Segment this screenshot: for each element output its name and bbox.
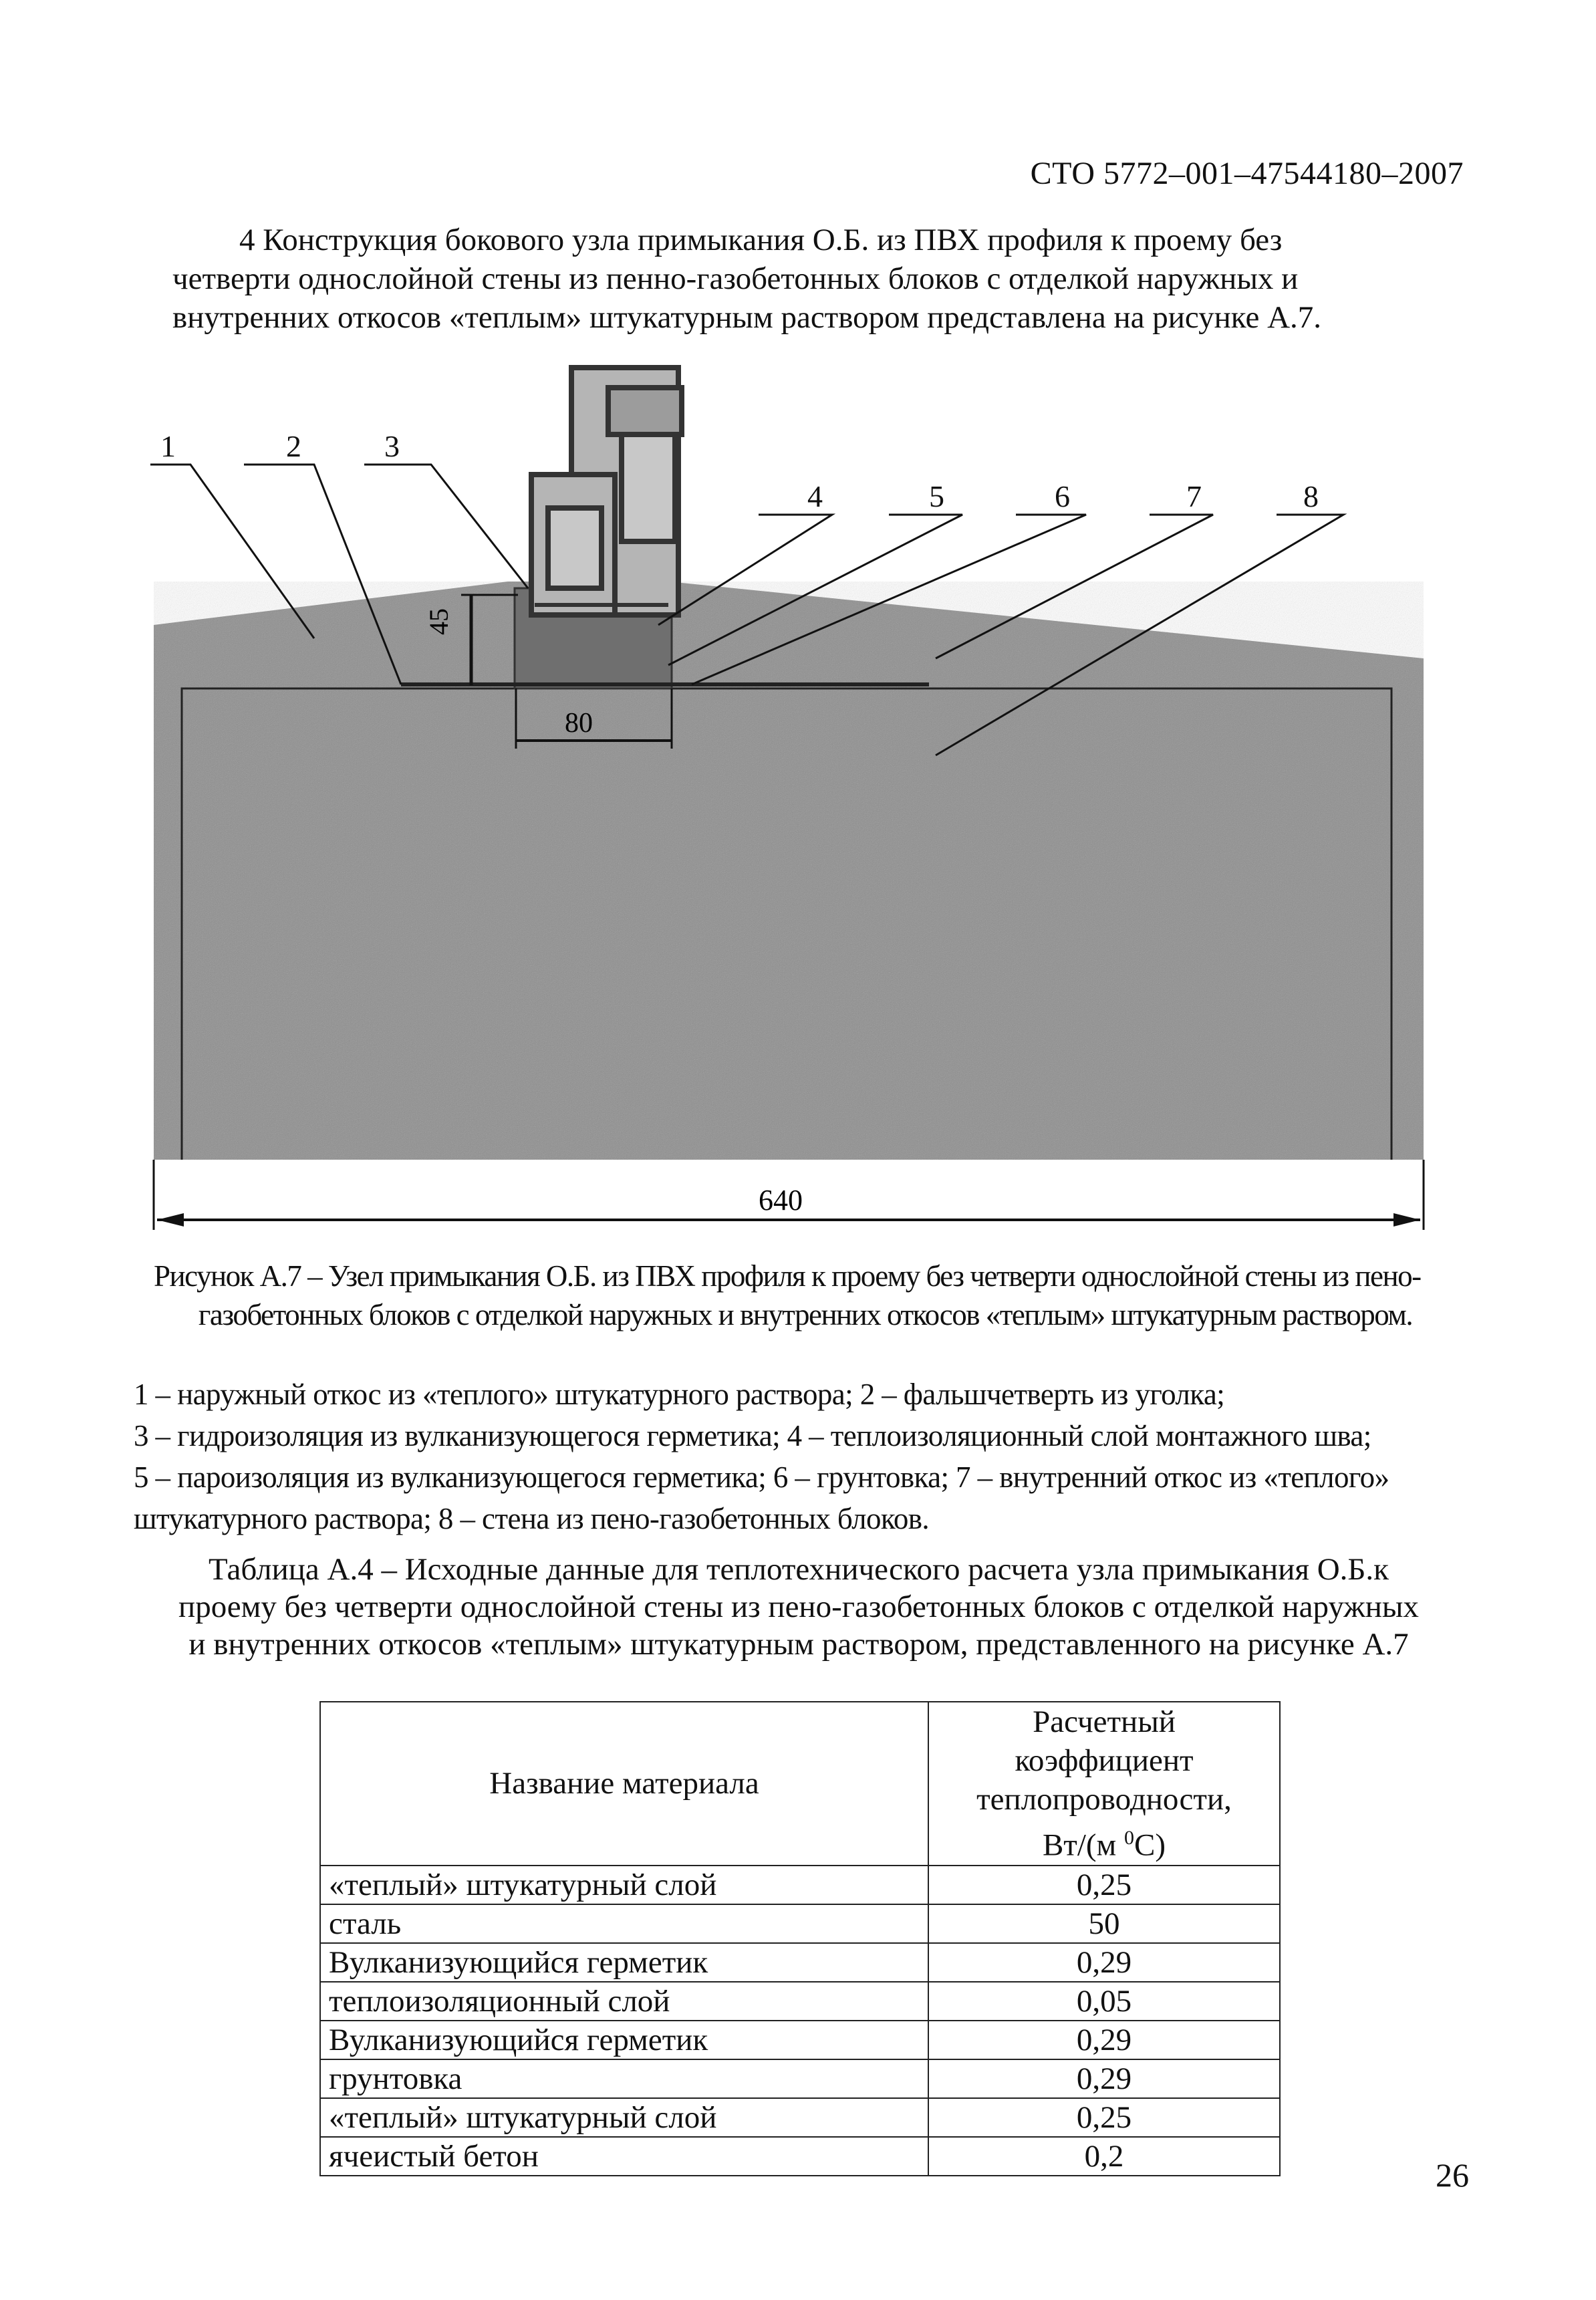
header-conductivity-unit (937, 1819, 1271, 1865)
caption-line: Рисунок А.7 – Узел примыкания О.Б. из ПВХ профиля к проему без четверти однослойной стены из пено- (154, 1259, 1421, 1293)
material-name: «теплый» штукатурный слой (320, 2098, 928, 2137)
dim-640-arrow-right (1393, 1213, 1420, 1227)
table-row (320, 2098, 1280, 2137)
table-row (320, 2059, 1280, 2098)
intro-line: 4 Конструкция бокового узла примыкания О.Б. из ПВХ профиля к проему без (239, 223, 1283, 257)
header-conductivity-line: Расчетный (1033, 1704, 1176, 1739)
document-code: СТО 5772–001–47544180–2007 (1030, 156, 1464, 191)
intro-line: четверти однослойной стены из пенно-газобетонных блоков с отделкой наружных и (172, 261, 1299, 296)
material-name: сталь (320, 1904, 928, 1943)
dim-640-label: 640 (759, 1184, 803, 1217)
table-header-row (320, 1702, 1280, 1866)
table-caption-line: проему без четверти однослойной стены из пено-газобетонных блоков с отделкой наружных (178, 1589, 1419, 1624)
conductivity-value: 0,29 (928, 2059, 1280, 2098)
conductivity-value: 0,25 (928, 2098, 1280, 2137)
table-row (320, 2137, 1280, 2176)
callout-2: 2 (286, 429, 301, 463)
header-conductivity-line: теплопроводности, (976, 1782, 1232, 1817)
callout-6: 6 (1055, 479, 1070, 513)
dim-640-arrow-left (157, 1213, 184, 1227)
table-row (320, 1866, 1280, 1904)
legend-line: штукатурного раствора; 8 – стена из пено-газобетонных блоков. (134, 1502, 930, 1535)
figure-caption (154, 1257, 1457, 1334)
material-name: Вулканизующийся герметик (320, 1943, 928, 1982)
unit-part: Вт/(м (1042, 1827, 1117, 1863)
table-row (320, 1982, 1280, 2021)
pvc-profile (531, 368, 682, 615)
unit-part: С) (1134, 1827, 1166, 1863)
header-conductivity-line: коэффициент (1015, 1743, 1194, 1778)
unit-degree: 0 (1124, 1827, 1135, 1849)
dim-80-label: 80 (565, 708, 593, 739)
wall-grain (154, 582, 1424, 1160)
conductivity-value: 0,05 (928, 1982, 1280, 2021)
callout-7: 7 (1186, 479, 1202, 513)
callout-4: 4 (807, 479, 823, 513)
table-row (320, 2021, 1280, 2059)
callout-8: 8 (1303, 479, 1319, 513)
callout-3: 3 (384, 429, 400, 463)
table-caption (120, 1551, 1477, 1663)
material-name: «теплый» штукатурный слой (320, 1866, 928, 1904)
conductivity-value: 0,2 (928, 2137, 1280, 2176)
conductivity-value: 50 (928, 1904, 1280, 1943)
figure-legend (134, 1374, 1464, 1539)
thermal-properties-table (319, 1701, 1281, 2176)
callout-1: 1 (160, 429, 176, 463)
legend-line: 3 – гидроизоляция из вулканизующегося герметика; 4 – теплоизоляционный слой монтажного шва; (134, 1419, 1371, 1452)
caption-line: газобетонных блоков с отделкой наружных и внутренних откосов «теплым» штукатурным раствором. (198, 1298, 1413, 1331)
table-row (320, 1943, 1280, 1982)
material-name: грунтовка (320, 2059, 928, 2098)
material-name: теплоизоляционный слой (320, 1982, 928, 2021)
legend-line: 1 – наружный откос из «теплого» штукатурного раствора; 2 – фальшчетверть из уголка; (134, 1378, 1225, 1411)
conductivity-value: 0,29 (928, 1943, 1280, 1982)
header-material-name: Название материала (320, 1702, 928, 1866)
page-number: 26 (1436, 2156, 1469, 2194)
material-name: Вулканизующийся герметик (320, 2021, 928, 2059)
callout-5: 5 (929, 479, 944, 513)
dim-45-label: 45 (424, 608, 454, 635)
conductivity-value: 0,25 (928, 1866, 1280, 1904)
intro-paragraph (172, 221, 1462, 337)
conductivity-value: 0,29 (928, 2021, 1280, 2059)
intro-line: внутренних откосов «теплым» штукатурным раствором представлена на рисунке А.7. (172, 300, 1322, 335)
legend-line: 5 – пароизоляция из вулканизующегося герметика; 6 – грунтовка; 7 – внутренний откос из «теплого» (134, 1460, 1389, 1494)
table-caption-line: Таблица А.4 – Исходные данные для теплотехнического расчета узла примыкания О.Б.к (209, 1552, 1389, 1587)
material-name: ячеистый бетон (320, 2137, 928, 2176)
table-row (320, 1904, 1280, 1943)
figure-a7-drawing (0, 348, 1596, 1270)
table-caption-line: и внутренних откосов «теплым» штукатурным раствором, представленного на рисунке А.7 (188, 1627, 1409, 1662)
header-conductivity (928, 1702, 1280, 1866)
